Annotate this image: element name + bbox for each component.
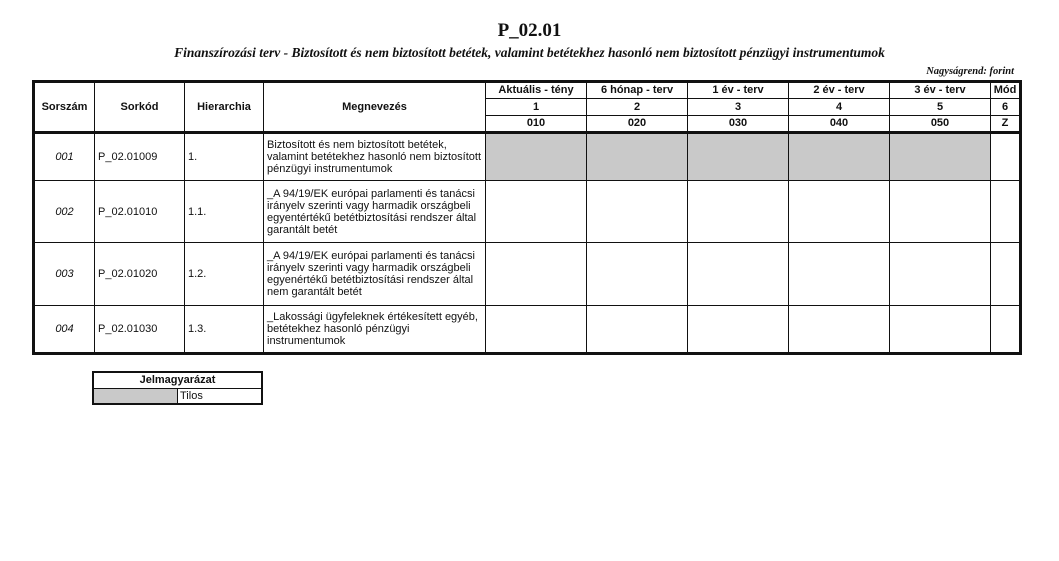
table-row bbox=[34, 306, 1021, 354]
col-header-code: 020 bbox=[587, 116, 688, 133]
col-header-code: 030 bbox=[688, 116, 789, 133]
legend-label-forbidden: Tilos bbox=[178, 388, 263, 404]
col-header-period-label: 2 év - terv bbox=[789, 82, 890, 99]
col-header-code: 050 bbox=[890, 116, 991, 133]
value-cell[interactable] bbox=[789, 181, 890, 243]
value-cell-forbidden bbox=[688, 133, 789, 181]
col-header-num: 6 bbox=[991, 99, 1021, 116]
col-header-mod-label: Mód bbox=[991, 82, 1021, 99]
row-megnevezes: _Lakossági ügyfeleknek értékesített egyéb, betétekhez hasonló pénzügyi instrumentumok bbox=[264, 306, 486, 354]
legend-swatch-forbidden bbox=[93, 388, 178, 404]
col-header-code: 010 bbox=[486, 116, 587, 133]
row-megnevezes: _A 94/19/EK európai parlamenti és tanácsi irányelv szerinti vagy harmadik országbeli egyenértékű betétbiztosítási rendszer által nem garantált betét bbox=[264, 243, 486, 306]
value-cell-forbidden bbox=[486, 133, 587, 181]
col-header-code: 040 bbox=[789, 116, 890, 133]
row-hierarchia: 1.3. bbox=[185, 306, 264, 354]
col-header-period-label: Aktuális - tény bbox=[486, 82, 587, 99]
form-code-title: P_02.01 bbox=[497, 20, 562, 41]
value-cell[interactable] bbox=[789, 306, 890, 354]
value-cell[interactable] bbox=[587, 243, 688, 306]
row-sorkod: P_02.01010 bbox=[95, 181, 185, 243]
mod-cell[interactable] bbox=[991, 133, 1021, 181]
value-cell[interactable] bbox=[789, 243, 890, 306]
col-header-period-label: 6 hónap - terv bbox=[587, 82, 688, 99]
col-header-num: 5 bbox=[890, 99, 991, 116]
legend-table bbox=[92, 371, 263, 405]
row-hierarchia: 1.2. bbox=[185, 243, 264, 306]
value-cell[interactable] bbox=[688, 181, 789, 243]
row-sorszam: 004 bbox=[34, 306, 95, 354]
row-sorszam: 002 bbox=[34, 181, 95, 243]
row-hierarchia: 1. bbox=[185, 133, 264, 181]
value-cell[interactable] bbox=[890, 181, 991, 243]
value-cell-forbidden bbox=[789, 133, 890, 181]
row-sorszam: 001 bbox=[34, 133, 95, 181]
value-cell[interactable] bbox=[486, 306, 587, 354]
value-cell[interactable] bbox=[587, 181, 688, 243]
table-row bbox=[34, 133, 1021, 181]
col-header-megnevezes: Megnevezés bbox=[264, 82, 486, 133]
value-cell[interactable] bbox=[587, 306, 688, 354]
form-subtitle: Finanszírozási terv - Biztosított és nem biztosított betétek, valamint betétekhez hasonló nem biztosított pénzügyi instrumentumok bbox=[174, 45, 885, 60]
row-megnevezes: _A 94/19/EK európai parlamenti és tanácsi irányelv szerinti vagy harmadik országbeli egyentértékű betétbiztosítási rendszer által garantált betét bbox=[264, 181, 486, 243]
col-header-num: 2 bbox=[587, 99, 688, 116]
col-header-sorszam: Sorszám bbox=[34, 82, 95, 133]
value-cell-forbidden bbox=[890, 133, 991, 181]
mod-cell[interactable] bbox=[991, 243, 1021, 306]
legend-title: Jelmagyarázat bbox=[93, 372, 262, 388]
row-sorkod: P_02.01030 bbox=[95, 306, 185, 354]
col-header-code: Z bbox=[991, 116, 1021, 133]
col-header-sorkod: Sorkód bbox=[95, 82, 185, 133]
value-cell[interactable] bbox=[890, 243, 991, 306]
row-megnevezes: Biztosított és nem biztosított betétek, valamint betétekhez hasonló nem biztosított pénzügyi instrumentumok bbox=[264, 133, 486, 181]
row-sorszam: 003 bbox=[34, 243, 95, 306]
col-header-num: 4 bbox=[789, 99, 890, 116]
table-row bbox=[34, 181, 1021, 243]
mod-cell[interactable] bbox=[991, 306, 1021, 354]
row-sorkod: P_02.01009 bbox=[95, 133, 185, 181]
row-hierarchia: 1.1. bbox=[185, 181, 264, 243]
mod-cell[interactable] bbox=[991, 181, 1021, 243]
col-header-num: 3 bbox=[688, 99, 789, 116]
value-cell[interactable] bbox=[890, 306, 991, 354]
value-cell-forbidden bbox=[587, 133, 688, 181]
col-header-period-label: 3 év - terv bbox=[890, 82, 991, 99]
table-row bbox=[34, 243, 1021, 306]
value-cell[interactable] bbox=[486, 243, 587, 306]
plan-table bbox=[32, 80, 1022, 355]
col-header-period-label: 1 év - terv bbox=[688, 82, 789, 99]
value-cell[interactable] bbox=[486, 181, 587, 243]
row-sorkod: P_02.01020 bbox=[95, 243, 185, 306]
value-cell[interactable] bbox=[688, 243, 789, 306]
unit-note: Nagyságrend: forint bbox=[926, 66, 1014, 77]
value-cell[interactable] bbox=[688, 306, 789, 354]
col-header-num: 1 bbox=[486, 99, 587, 116]
col-header-hierarchia: Hierarchia bbox=[185, 82, 264, 133]
